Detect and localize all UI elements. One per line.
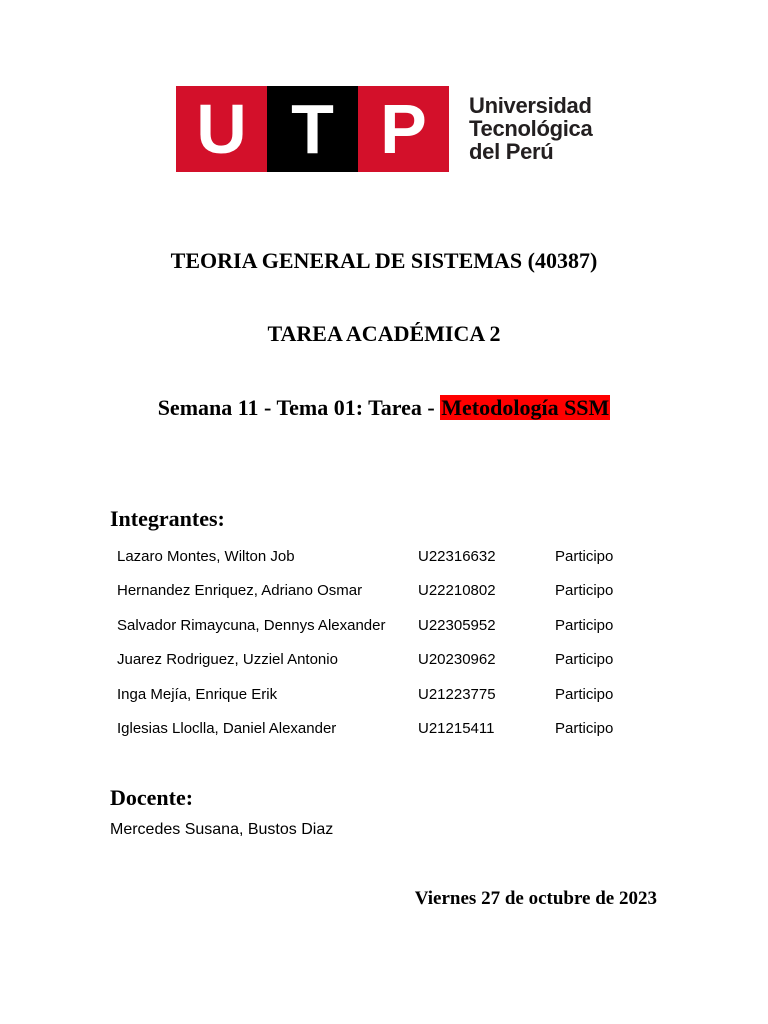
date-line: Viernes 27 de octubre de 2023 [414,888,657,909]
logo-text-line: del Perú [469,139,554,164]
course-title: TEORIA GENERAL DE SISTEMAS (40387) [170,248,598,273]
teacher-heading: Docente: [110,785,194,810]
member-name: Juarez Rodriguez, Uzziel Antonio [117,651,338,669]
member-code: U21215411 [418,719,495,737]
member-code: U22305952 [418,616,496,634]
member-name: Inga Mejía, Enrique Erik [117,685,278,703]
highlighted-topic: Metodología SSM [441,395,610,420]
teacher-name: Mercedes Susana, Bustos Diaz [110,821,334,838]
week-line-prefix: Semana 11 - Tema 01: Tarea - [157,395,441,420]
logo-letter-t: T [267,86,358,172]
member-name: Salvador Rimaycuna, Dennys Alexander [117,616,386,634]
member-status: Participo [555,616,614,634]
member-status: Participo [555,685,614,703]
logo-text [469,94,599,163]
member-status: Participo [555,651,614,669]
member-code: U21223775 [418,685,496,703]
member-status: Participo [555,548,614,565]
logo-letter-u: U [176,86,267,172]
logo-text-line: Tecnológica [469,116,593,141]
member-status: Participo [555,582,614,600]
member-name: Lazaro Montes, Wilton Job [117,548,295,565]
member-code: U22316632 [418,548,496,565]
member-name: Iglesias Lloclla, Daniel Alexander [117,719,337,737]
member-status: Participo [555,719,614,737]
logo-text-line: Universidad [469,93,592,118]
members-heading: Integrantes: [110,506,225,531]
assignment-title: TAREA ACADÉMICA 2 [267,321,501,346]
member-name: Hernandez Enriquez, Adriano Osmar [117,582,363,600]
week-line [0,395,768,421]
member-code: U22210802 [418,582,496,600]
logo-letter-p: P [358,86,449,172]
member-code: U20230962 [418,651,496,669]
